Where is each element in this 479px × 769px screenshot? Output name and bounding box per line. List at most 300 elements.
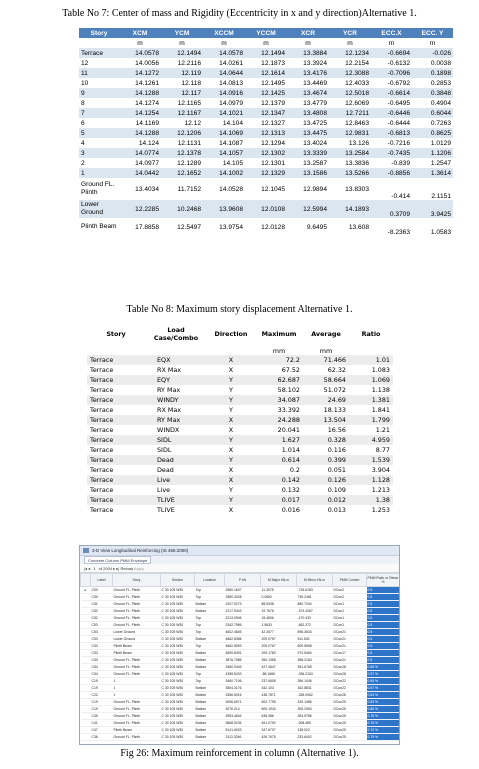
grid-cell[interactable]: 635.386 (261, 713, 297, 720)
grid-cell[interactable]: C53 (91, 636, 113, 643)
grid-cell[interactable]: -336.2163 (297, 671, 333, 678)
grid-cell[interactable]: DCon28 (333, 664, 367, 671)
grid-cell[interactable]: C47 (91, 727, 113, 734)
grid-cell[interactable]: Top (195, 622, 225, 629)
grid-cell[interactable]: DCon28 (333, 671, 367, 678)
grid-cell[interactable]: 0.5 (367, 657, 400, 664)
grid-cell[interactable]: Bottom (195, 601, 225, 608)
value-cell: 13.4725 (287, 118, 329, 128)
grid-cell[interactable]: 1 (113, 692, 161, 699)
grid-cell[interactable]: Bottom (195, 685, 225, 692)
grid-cell[interactable]: Ground FL. Plinth (113, 734, 161, 741)
table-cell: 1.014 (281, 446, 300, 454)
table-cell: RX Max (157, 406, 182, 414)
grid-cell[interactable]: 1.9633 (261, 622, 297, 629)
table-cell: 33.392 (277, 406, 300, 414)
grid-cell[interactable]: DCon17 (333, 650, 367, 657)
last-record-icon[interactable]: ▸| (116, 566, 120, 571)
grid-cell[interactable]: C 30 105 W30 (161, 685, 195, 692)
table-cell: 1.21 (375, 426, 390, 434)
grid-cell[interactable]: 0.65 % (367, 664, 400, 671)
grid-cell[interactable]: 0.69 % (367, 678, 400, 685)
grid-cell[interactable]: -470.433 (297, 615, 333, 622)
grid-cell[interactable]: DCon28 (333, 692, 367, 699)
grid-cell[interactable]: 1 (113, 678, 161, 685)
first-record-icon[interactable]: |◂ (84, 566, 88, 571)
grid-cell[interactable]: C 30 105 W30 (161, 615, 195, 622)
grid-cell[interactable]: C35 (91, 713, 113, 720)
grid-cell[interactable]: Ground FL. Plinth (113, 664, 161, 671)
grid-cell[interactable]: 3504.3176 (225, 685, 261, 692)
grid-cell[interactable]: Ground FL. Plinth (113, 657, 161, 664)
grid-cell[interactable]: Bottom (195, 657, 225, 664)
grid-cell[interactable]: 11.3078 (261, 587, 297, 594)
grid-cell[interactable]: Ground FL. Plinth (113, 720, 161, 727)
grid-cell[interactable]: 209.0767 (261, 643, 297, 650)
value-cell: 12.117 (161, 88, 203, 98)
value-cell: 1.3614 (412, 168, 453, 178)
grid-cell[interactable]: 15.4606 (261, 615, 297, 622)
grid-cell[interactable]: 3668.9234 (225, 720, 261, 727)
grid-cell[interactable]: 0.5 (367, 650, 400, 657)
value-cell: 14.0979 (203, 98, 245, 108)
grid-cell[interactable]: 2213.0946 (225, 615, 261, 622)
grid-cell[interactable]: 0.5 (367, 608, 400, 615)
grid-cell[interactable]: Lower Ground (113, 629, 161, 636)
grid-cell[interactable]: Bottom (195, 664, 225, 671)
grid-cell[interactable]: Bottom (195, 636, 225, 643)
grid-cell[interactable]: DCon1 (333, 601, 367, 608)
row-selector[interactable] (81, 678, 91, 685)
row-selector[interactable] (81, 594, 91, 601)
grid-cell[interactable]: C 30 105 W30 (161, 622, 195, 629)
grid-cell[interactable]: C53 (91, 629, 113, 636)
grid-cell[interactable]: C54 (91, 671, 113, 678)
grid-cell[interactable]: C 30 105 W30 (161, 727, 195, 734)
row-selector[interactable] (81, 636, 91, 643)
grid-cell[interactable]: -335.0062 (297, 692, 333, 699)
grid-cell[interactable]: 205.1783 (261, 650, 297, 657)
grid-cell[interactable]: C50 (91, 594, 113, 601)
reload-button[interactable]: Reload (120, 566, 134, 571)
grid-cell[interactable]: 898.3633 (297, 629, 333, 636)
value-cell: 12.5994 (287, 200, 329, 218)
grid-cell[interactable]: C53 (91, 643, 113, 650)
grid-cell[interactable]: C 30 105 W30 (161, 643, 195, 650)
grid-cell[interactable]: C41 (91, 720, 113, 727)
grid-cell[interactable]: Ground FL. Plinth (113, 622, 161, 629)
grid-cell[interactable]: 438.7871 (261, 692, 297, 699)
row-selector[interactable] (81, 601, 91, 608)
grid-cell[interactable]: -726.6183 (297, 587, 333, 594)
row-selector[interactable] (81, 615, 91, 622)
unit-cell: m (371, 38, 412, 48)
grid-row[interactable] (81, 629, 400, 636)
grid-cell[interactable]: 2342.7965 (225, 622, 261, 629)
grid-cell[interactable]: 0.80 % (367, 706, 400, 713)
grid-column-header[interactable]: P kN (225, 574, 261, 587)
row-selector[interactable] (81, 734, 91, 741)
grid-cell[interactable]: 283.9786 (297, 713, 333, 720)
grid-cell[interactable]: 356.1046 (297, 678, 333, 685)
grid-cell[interactable]: 3460.7106 (225, 678, 261, 685)
value-cell: 12.0128 (245, 218, 287, 236)
grid-cell[interactable]: 0.76 % (367, 713, 400, 720)
grid-cell[interactable]: 0.0562 (261, 594, 297, 601)
grid-cell[interactable]: -374.4267 (297, 608, 333, 615)
grid-row[interactable] (81, 692, 400, 699)
row-selector[interactable] (81, 713, 91, 720)
value-cell: -0.6132 (371, 58, 412, 68)
grid-cell[interactable]: 461.0792 (261, 720, 297, 727)
grid-column-header[interactable]: Story (113, 574, 161, 587)
grid-cell[interactable]: 3460.9449 (225, 664, 261, 671)
record-number-field[interactable]: 1 (93, 566, 96, 571)
grid-cell[interactable]: 4659.8491 (225, 650, 261, 657)
grid-cell[interactable]: C 30 105 W30 (161, 706, 195, 713)
grid-cell[interactable]: C 30 105 W30 (161, 678, 195, 685)
grid-cell[interactable]: DCon25 (333, 720, 367, 727)
grid-cell[interactable]: Top (195, 615, 225, 622)
grid-cell[interactable]: C22 (91, 692, 113, 699)
grid-cell[interactable]: Lower Ground (113, 636, 161, 643)
grid-cell[interactable]: 342.8831 (297, 685, 333, 692)
grid-cell[interactable]: 609.9658 (297, 643, 333, 650)
grid-cell[interactable]: C19 (91, 685, 113, 692)
grid-cell[interactable]: 3076.214 (225, 706, 261, 713)
grid-cell[interactable]: 0.5 (367, 601, 400, 608)
grid-cell[interactable]: Bottom (195, 734, 225, 741)
grid-cell[interactable]: Top (195, 594, 225, 601)
grid-cell[interactable]: DCon21 (333, 643, 367, 650)
row-selector[interactable] (81, 622, 91, 629)
table-cell: SIDL (145, 435, 207, 445)
grid-cell[interactable]: 3876.7086 (225, 657, 261, 664)
grid-cell[interactable]: DCon21 (333, 636, 367, 643)
grid-cell[interactable]: Bottom (195, 727, 225, 734)
grid-cell[interactable]: 2217.9443 (225, 608, 261, 615)
grid-cell[interactable]: Ground FL. Plinth (113, 706, 161, 713)
grid-cell[interactable]: 427.4647 (261, 664, 297, 671)
grid-cell[interactable]: Ground FL. Plinth (113, 587, 161, 594)
table-header-row (79, 28, 453, 38)
grid-row[interactable] (81, 608, 400, 615)
prev-record-icon[interactable]: ◂ (88, 566, 91, 571)
grid-cell[interactable]: Top (195, 671, 225, 678)
grid-cell[interactable]: C 30 105 W30 (161, 629, 195, 636)
grid-cell[interactable]: DCon21 (333, 629, 367, 636)
grid-cell[interactable]: C 30 105 W30 (161, 664, 195, 671)
table-cell: 1.01 (349, 355, 393, 365)
grid-cell[interactable]: 0.76 % (367, 720, 400, 727)
grid-cell[interactable]: C 30 105 W30 (161, 587, 195, 594)
grid-cell[interactable]: Bottom (195, 720, 225, 727)
row-selector[interactable] (81, 629, 91, 636)
grid-cell[interactable]: Ground FL. Plinth (113, 608, 161, 615)
grid-cell[interactable]: DCon21 (333, 657, 367, 664)
grid-row[interactable] (81, 734, 400, 741)
grid-cell[interactable]: C53 (91, 650, 113, 657)
row-selector[interactable] (81, 720, 91, 727)
grid-row[interactable] (81, 685, 400, 692)
grid-cell[interactable]: 3356.5016 (225, 692, 261, 699)
grid-row[interactable] (81, 587, 400, 594)
grid-row[interactable] (81, 713, 400, 720)
grid-cell[interactable]: 511.532 (297, 636, 333, 643)
grid-cell[interactable]: C 30 105 W30 (161, 608, 195, 615)
grid-cell[interactable]: 735.2481 (297, 594, 333, 601)
grid-cell[interactable]: C19 (91, 706, 113, 713)
value-cell: 14.1274 (119, 98, 161, 108)
grid-cell[interactable]: 358.2183 (297, 657, 333, 664)
grid-cell[interactable]: 0.5 (367, 615, 400, 622)
grid-cell[interactable]: 973.5484 (297, 650, 333, 657)
grid-cell[interactable]: DCon1 (333, 615, 367, 622)
grid-cell[interactable]: DCon22 (333, 685, 367, 692)
grid-cell[interactable]: Plinth Beam (113, 727, 161, 734)
table-cell: 0.614 (255, 455, 303, 465)
grid-cell[interactable]: 0.75 % (367, 734, 400, 741)
row-selector[interactable] (81, 643, 91, 650)
grid-cell[interactable]: 0.5 (367, 594, 400, 601)
value-cell: -0.414 (371, 178, 412, 200)
grid-cell[interactable]: C36 (91, 734, 113, 741)
grid-cell[interactable]: 0.72 % (367, 727, 400, 734)
grid-row[interactable] (81, 650, 400, 657)
grid-cell[interactable]: 342.103 (261, 685, 297, 692)
grid-header-row (81, 574, 400, 587)
grid-cell[interactable]: 0.5 (367, 587, 400, 594)
grid-row[interactable] (81, 601, 400, 608)
grid-cell[interactable]: DCon1 (333, 622, 367, 629)
grid-cell[interactable]: 351.6765 (297, 664, 333, 671)
grid-cell[interactable]: 0.5 (367, 643, 400, 650)
grid-cell[interactable]: 0.5 (367, 629, 400, 636)
grid-cell[interactable]: 426.7675 (261, 734, 297, 741)
table-cell: Terrace (87, 375, 145, 385)
grid-cell[interactable]: DCon2 (333, 594, 367, 601)
grid-cell[interactable]: C 30 105 W30 (161, 636, 195, 643)
next-record-icon[interactable]: ▸ (113, 566, 116, 571)
story-cell: 11 (79, 68, 119, 78)
grid-cell[interactable]: Plinth Beam (113, 643, 161, 650)
grid-cell[interactable]: 0.57 % (367, 671, 400, 678)
value-cell: 13.3836 (329, 158, 371, 168)
grid-cell[interactable]: 3056.6571 (225, 699, 261, 706)
grid-cell[interactable]: DCon25 (333, 699, 367, 706)
grid-cell[interactable]: 305.2063 (297, 706, 333, 713)
grid-cell[interactable]: DCon22 (333, 678, 367, 685)
grid-cell[interactable]: Bottom (195, 692, 225, 699)
grid-cell[interactable]: C51 (91, 601, 113, 608)
grid-cell[interactable]: Bottom (195, 706, 225, 713)
grid-cell[interactable]: DCon25 (333, 734, 367, 741)
grid-row[interactable] (81, 643, 400, 650)
grid-row[interactable] (81, 594, 400, 601)
grid-cell[interactable]: Bottom (195, 608, 225, 615)
unit-cell: m (329, 38, 371, 48)
row-selector[interactable] (81, 664, 91, 671)
grid-cell[interactable]: DCon25 (333, 706, 367, 713)
grid-cell[interactable]: C 30 105 W30 (161, 594, 195, 601)
grid-row[interactable] (81, 636, 400, 643)
grid-cell[interactable]: 19.7676 (261, 608, 297, 615)
grid-cell[interactable]: 3953.4644 (225, 713, 261, 720)
grid-cell[interactable]: -682.372 (297, 622, 333, 629)
grid-cell[interactable]: C 30 105 W30 (161, 713, 195, 720)
grid-cell[interactable]: 209.0757 (261, 636, 297, 643)
table-row (79, 200, 453, 218)
grid-row[interactable] (81, 699, 400, 706)
grid-cell[interactable]: -88.1666 (261, 671, 297, 678)
row-selector[interactable] (81, 671, 91, 678)
table-cell: Y (207, 455, 255, 465)
table-cell: 1.213 (371, 486, 390, 494)
grid-column-header[interactable]: Location (195, 574, 225, 587)
grid-cell[interactable]: C53 (91, 622, 113, 629)
grid-cell[interactable]: DCon1 (333, 608, 367, 615)
table-cell: TLIVE (145, 495, 207, 505)
value-cell: 0.3848 (412, 88, 453, 98)
grid-cell[interactable]: C 30 105 W30 (161, 734, 195, 741)
grid-cell[interactable]: 237.6608 (261, 678, 297, 685)
grid-row[interactable] (81, 678, 400, 685)
grid-cell[interactable]: 88.5338 (261, 601, 297, 608)
grid-cell[interactable]: C 30 105 W30 (161, 692, 195, 699)
grid-row[interactable] (81, 720, 400, 727)
table-cell: EQX (145, 355, 207, 365)
grid-cell[interactable]: C52 (91, 615, 113, 622)
grid-cell[interactable]: Bottom (195, 699, 225, 706)
grid-cell[interactable]: C 30 105 W30 (161, 601, 195, 608)
grid-cell[interactable]: 347.6707 (261, 727, 297, 734)
grid-cell[interactable]: C 30 105 W30 (161, 671, 195, 678)
grid-column-header[interactable]: M Major kN-m (261, 574, 297, 587)
grid-cell[interactable]: Ground FL. Plinth (113, 601, 161, 608)
grid-cell[interactable]: Top (195, 643, 225, 650)
grid-cell[interactable]: 325.1486 (297, 699, 333, 706)
column-header: Load Case/Combo (145, 322, 207, 346)
grid-cell[interactable]: 600.1943 (261, 706, 297, 713)
grid-cell[interactable]: Ground FL. Plinth (113, 713, 161, 720)
grid-cell[interactable]: 0.83 % (367, 699, 400, 706)
row-selector[interactable]: ▸ (81, 587, 91, 594)
grid-cell[interactable]: 0.64 % (367, 692, 400, 699)
grid-cell[interactable]: Top (195, 629, 225, 636)
grid-cell[interactable]: DCon2 (333, 587, 367, 594)
row-selector[interactable] (81, 685, 91, 692)
grid-cell[interactable]: 880.7034 (297, 601, 333, 608)
grid-column-header[interactable]: Section (161, 574, 195, 587)
grid-cell[interactable]: 0.5 (367, 636, 400, 643)
apply-button[interactable]: Apply (134, 566, 145, 571)
grid-row[interactable] (81, 727, 400, 734)
grid-cell[interactable]: Bottom (195, 713, 225, 720)
grid-column-header[interactable]: Label (91, 574, 113, 587)
grid-row[interactable] (81, 664, 400, 671)
grid-cell[interactable]: C 30 105 W30 (161, 699, 195, 706)
grid-cell[interactable]: 0.5 (367, 622, 400, 629)
grid-row[interactable] (81, 706, 400, 713)
grid-cell[interactable]: Plinth Beam (113, 650, 161, 657)
value-cell: 12.0108 (245, 200, 287, 218)
grid-cell[interactable]: 2207.9273 (225, 601, 261, 608)
table-cell: Dead (157, 466, 174, 474)
grid-column-header[interactable]: PMM Ratio or Rebar % (367, 574, 400, 587)
grid-cell[interactable]: -308.489 (297, 720, 333, 727)
grid-cell[interactable]: C50 (91, 587, 113, 594)
grid-row[interactable] (81, 671, 400, 678)
table-cell: WINDY (145, 395, 207, 405)
grid-cell[interactable]: Ground FL. Plinth (113, 594, 161, 601)
grid-cell[interactable]: C54 (91, 664, 113, 671)
row-selector[interactable] (81, 657, 91, 664)
row-selector[interactable] (81, 650, 91, 657)
row-selector[interactable] (81, 692, 91, 699)
grid-cell[interactable]: 5141.6023 (225, 727, 261, 734)
value-cell: 14.1254 (119, 108, 161, 118)
grid-cell[interactable]: C52 (91, 608, 113, 615)
grid-cell[interactable]: Ground FL. Plinth (113, 671, 161, 678)
grid-cell[interactable]: 350.1358 (261, 657, 297, 664)
grid-cell[interactable]: 4358.8433 (225, 671, 261, 678)
grid-cell[interactable]: Ground FL. Plinth (113, 615, 161, 622)
grid-cell[interactable]: C19 (91, 678, 113, 685)
column-header: ECC.X (371, 28, 412, 38)
row-selector[interactable] (81, 706, 91, 713)
grid-cell[interactable]: C 30 105 W30 (161, 657, 195, 664)
value-cell: 0.4904 (412, 98, 453, 108)
table-row (87, 355, 393, 365)
grid-cell[interactable]: Bottom (195, 650, 225, 657)
grid-cell[interactable]: 4602.4845 (225, 629, 261, 636)
grid-cell[interactable]: 1 (113, 685, 161, 692)
row-selector[interactable] (81, 727, 91, 734)
tab-column-pmm-envelope[interactable]: Concrete Column PMM Envelope (84, 556, 151, 564)
table-cell: 62.32 (327, 366, 346, 374)
grid-cell[interactable]: 4662.8356 (225, 636, 261, 643)
grid-row[interactable] (81, 622, 400, 629)
grid-cell[interactable]: C19 (91, 699, 113, 706)
grid-column-header[interactable]: M Minor kN-m (297, 574, 333, 587)
grid-cell[interactable]: 138.022 (297, 727, 333, 734)
row-selector[interactable] (81, 699, 91, 706)
grid-cell[interactable]: Ground FL. Plinth (113, 699, 161, 706)
grid-cell[interactable]: C 30 105 W30 (161, 650, 195, 657)
grid-column-header[interactable]: PMM Combo (333, 574, 367, 587)
panel-titlebar (80, 546, 399, 555)
grid-cell[interactable]: Top (195, 678, 225, 685)
row-selector[interactable] (81, 608, 91, 615)
grid-cell[interactable]: 0.57 % (367, 685, 400, 692)
grid-row[interactable] (81, 615, 400, 622)
table-row (87, 395, 393, 405)
grid-cell[interactable]: 502.7795 (261, 699, 297, 706)
grid-cell[interactable]: C53 (91, 657, 113, 664)
grid-cell[interactable]: 4662.8093 (225, 643, 261, 650)
grid-cell[interactable]: 42.2677 (261, 629, 297, 636)
grid-cell[interactable]: 2580.3028 (225, 594, 261, 601)
grid-cell[interactable]: 233.6402 (297, 734, 333, 741)
grid-cell[interactable]: DCon25 (333, 713, 367, 720)
grid-cell[interactable]: 2580.1607 (225, 587, 261, 594)
grid-cell[interactable]: C 30 105 W30 (161, 720, 195, 727)
grid-cell[interactable]: 3113.3246 (225, 734, 261, 741)
grid-row[interactable] (81, 657, 400, 664)
value-cell: 1.2547 (412, 158, 453, 168)
grid-cell[interactable]: Top (195, 587, 225, 594)
grid-cell[interactable]: DCon25 (333, 727, 367, 734)
